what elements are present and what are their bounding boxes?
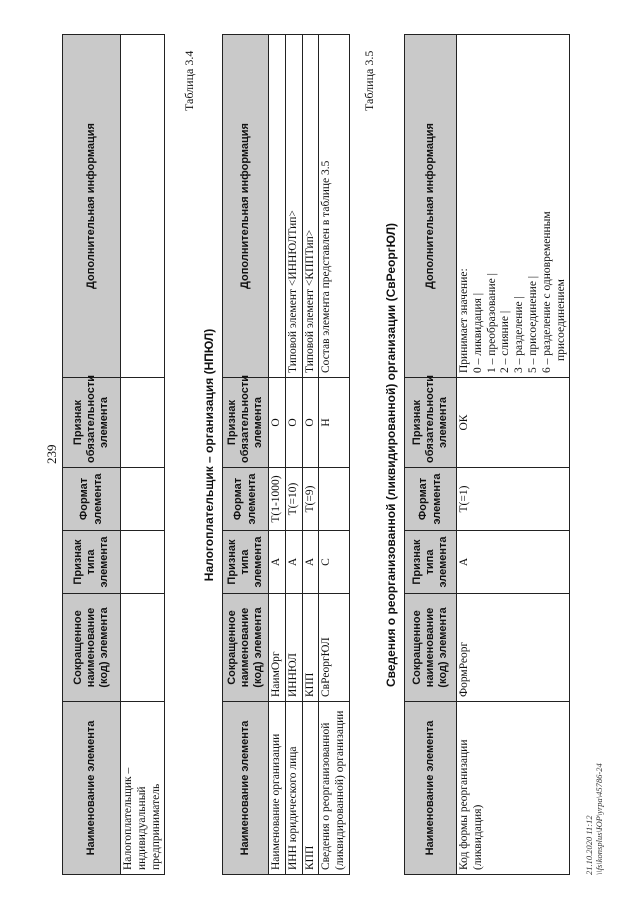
header-cell: Наименование элемента — [223, 702, 269, 875]
cell-info: Состав элемента представлен в таблице 3.5 — [319, 35, 350, 378]
table-row — [457, 35, 570, 875]
header-cell: Сокращенное наименование (код) элемента — [223, 594, 269, 702]
info-line: 6 – разделение с одновременным — [540, 211, 553, 373]
cell-required: О — [269, 378, 286, 468]
cell-info — [121, 35, 165, 378]
header-cell: Сокращенное наименование (код) элемента — [405, 594, 457, 702]
footer-date: 21.10.2020 11:12 — [584, 815, 594, 875]
table-3-4-label: Таблица 3.4 — [182, 50, 196, 111]
table-3-5-label: Таблица 3.5 — [362, 50, 376, 111]
header-cell: Наименование элемента — [63, 702, 121, 875]
cell-code: ФормРеорг — [457, 594, 570, 702]
cell-info — [269, 35, 286, 378]
header-cell: Признак обязательности элемента — [223, 378, 269, 468]
header-cell: Признак обязательности элемента — [63, 378, 121, 468]
cell-type: С — [319, 531, 350, 594]
cell-required: О — [302, 378, 319, 468]
header-cell: Формат элемента — [223, 468, 269, 531]
info-line: присоединением — [554, 279, 567, 361]
cell-type — [121, 531, 165, 594]
info-line: Принимает значение: — [458, 268, 470, 373]
cell-name: ИНН юридического лица — [285, 702, 302, 875]
table-header-row — [63, 35, 121, 875]
info-line: 0 – ликвидация | — [471, 292, 484, 373]
table-3-5 — [404, 34, 570, 875]
cell-required — [121, 378, 165, 468]
header-cell: Признак типа элемента — [63, 531, 121, 594]
cell-code — [121, 594, 165, 702]
cell-name: Налогоплательщик – индивидуальный предприниматель — [121, 702, 165, 875]
table-entrepreneur — [62, 34, 165, 875]
footer-path: \\fs\konsplus\ЮР\yrpa\45786-24 — [594, 763, 605, 875]
table-row — [269, 35, 286, 875]
cell-type: А — [302, 531, 319, 594]
cell-format — [121, 468, 165, 531]
cell-name: Наименование организации — [269, 702, 286, 875]
cell-type: А — [285, 531, 302, 594]
cell-info — [457, 35, 570, 378]
cell-format: T(=10) — [285, 468, 302, 531]
info-line: 5 – присоединение | — [526, 275, 539, 373]
header-cell: Признак обязательности элемента — [405, 378, 457, 468]
header-cell: Формат элемента — [63, 468, 121, 531]
cell-type: А — [457, 531, 570, 594]
info-line: 3 – разделение | — [513, 296, 526, 373]
cell-code: КПП — [302, 594, 319, 702]
cell-type: А — [269, 531, 286, 594]
cell-format: T(1-1000) — [269, 468, 286, 531]
table-3-4-title: Налогоплательщик – организация (НПЮЛ) — [202, 328, 216, 582]
cell-format — [319, 468, 350, 531]
table-header-row — [405, 35, 457, 875]
cell-required: ОК — [457, 378, 570, 468]
cell-name: Сведения о реорганизованной (ликвидированной) организации — [319, 702, 350, 875]
cell-code: НаимОрг — [269, 594, 286, 702]
table-header-row — [223, 35, 269, 875]
page-number: 239 — [44, 444, 59, 464]
header-cell: Признак типа элемента — [405, 531, 457, 594]
cell-info: Типовой элемент <КППТип> — [302, 35, 319, 378]
table-3-4 — [222, 34, 350, 875]
cell-info: Типовой элемент <ИННЮЛТип> — [285, 35, 302, 378]
cell-required: О — [285, 378, 302, 468]
info-line: 2 – слияние | — [499, 310, 512, 373]
header-cell: Признак типа элемента — [223, 531, 269, 594]
cell-name: Код формы реорганизации (ликвидация) — [457, 702, 570, 875]
cell-code: ИННЮЛ — [285, 594, 302, 702]
table-row — [121, 35, 165, 875]
header-cell: Наименование элемента — [405, 702, 457, 875]
cell-format: T(=9) — [302, 468, 319, 531]
info-line: 1 – преобразование | — [485, 273, 498, 373]
header-cell: Дополнительная информация — [63, 35, 121, 378]
table-row — [285, 35, 302, 875]
table-3-5-title: Сведения о реорганизованной (ликвидированной) организации (СвРеоргЮЛ) — [384, 223, 398, 688]
table-row — [302, 35, 319, 875]
cell-code: СвРеоргЮЛ — [319, 594, 350, 702]
cell-name: КПП — [302, 702, 319, 875]
header-cell: Формат элемента — [405, 468, 457, 531]
cell-format: T(=1) — [457, 468, 570, 531]
footer-stamp — [584, 763, 604, 875]
header-cell: Дополнительная информация — [405, 35, 457, 378]
table-row — [319, 35, 350, 875]
header-cell: Сокращенное наименование (код) элемента — [63, 594, 121, 702]
header-cell: Дополнительная информация — [223, 35, 269, 378]
cell-required: Н — [319, 378, 350, 468]
